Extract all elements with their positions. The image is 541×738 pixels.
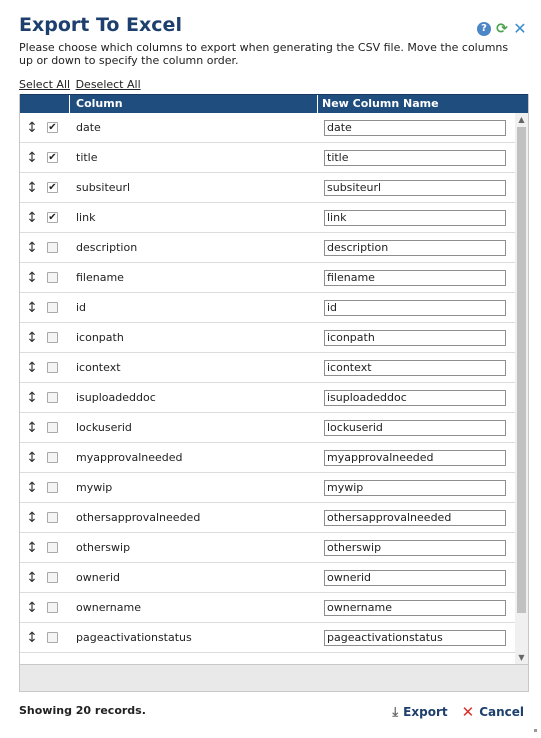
column-name: otherswip [76, 541, 131, 554]
export-button[interactable] [392, 703, 447, 721]
header-drag-spacer [20, 95, 70, 113]
grid-rows [20, 113, 528, 663]
column-name: icontext [76, 361, 121, 374]
help-icon[interactable]: ? [477, 22, 491, 36]
table-row[interactable] [20, 293, 528, 323]
deselect-all-link[interactable]: Deselect All [75, 78, 141, 91]
include-column-checkbox[interactable] [47, 542, 58, 553]
table-row[interactable] [20, 413, 528, 443]
dialog-description: Please choose which columns to export when generating the CSV file. Move the columns up or down to specify the column order. [19, 41, 509, 67]
include-column-checkbox[interactable] [47, 362, 58, 373]
refresh-icon[interactable]: ⟳ [496, 21, 508, 37]
new-column-name-header[interactable]: New Column Name [322, 97, 439, 110]
drag-handle-icon[interactable]: ↕ [26, 539, 38, 556]
include-column-checkbox[interactable] [47, 572, 58, 583]
column-name: subsiteurl [76, 181, 131, 194]
include-column-checkbox[interactable] [47, 512, 58, 523]
drag-handle-icon[interactable]: ↕ [26, 359, 38, 376]
column-name: pageactivationstatus [76, 631, 192, 644]
new-column-name-input[interactable] [324, 180, 506, 196]
column-name: iconpath [76, 331, 124, 344]
column-name: ownerid [76, 571, 121, 584]
drag-handle-icon[interactable]: ↕ [26, 389, 38, 406]
export-icon: ⤓ [392, 704, 399, 720]
new-column-name-input[interactable] [324, 420, 506, 436]
column-name: date [76, 121, 101, 134]
column-name: othersapprovalneeded [76, 511, 201, 524]
column-name: id [76, 301, 87, 314]
dialog-actions [392, 703, 524, 721]
drag-handle-icon[interactable]: ↕ [26, 239, 38, 256]
include-column-checkbox[interactable] [47, 632, 58, 643]
drag-handle-icon[interactable]: ↕ [26, 449, 38, 466]
drag-handle-icon[interactable]: ↕ [26, 179, 38, 196]
new-column-name-input[interactable] [324, 330, 506, 346]
include-column-checkbox[interactable] [47, 422, 58, 433]
new-column-name-input[interactable] [324, 540, 506, 556]
records-status: Showing 20 records. [19, 704, 146, 717]
new-column-name-input[interactable] [324, 390, 506, 406]
export-label: Export [403, 705, 448, 719]
columns-grid [19, 94, 529, 664]
include-column-checkbox[interactable]: ✔ [48, 122, 57, 133]
include-column-checkbox[interactable]: ✔ [48, 212, 57, 223]
column-name: lockuserid [76, 421, 132, 434]
include-column-checkbox[interactable] [47, 242, 58, 253]
drag-handle-icon[interactable]: ↕ [26, 629, 38, 646]
new-column-name-input[interactable] [324, 360, 506, 376]
new-column-name-input[interactable] [324, 570, 506, 586]
selection-links [19, 78, 143, 91]
drag-handle-icon[interactable]: ↕ [26, 509, 38, 526]
cancel-button[interactable] [462, 703, 524, 721]
include-column-checkbox[interactable] [47, 392, 58, 403]
include-column-checkbox[interactable] [47, 332, 58, 343]
column-name: myapprovalneeded [76, 451, 183, 464]
include-column-checkbox[interactable] [47, 272, 58, 283]
table-row[interactable] [20, 443, 528, 473]
new-column-name-input[interactable] [324, 510, 506, 526]
scroll-thumb[interactable] [517, 127, 526, 613]
scroll-down-arrow-icon[interactable]: ▼ [518, 653, 525, 662]
vertical-scrollbar[interactable] [515, 113, 528, 664]
include-column-checkbox[interactable] [47, 602, 58, 613]
table-row[interactable] [20, 143, 528, 173]
column-name: title [76, 151, 98, 164]
drag-handle-icon[interactable]: ↕ [26, 299, 38, 316]
grid-header [20, 94, 528, 113]
new-column-name-input[interactable] [324, 150, 506, 166]
new-column-name-input[interactable] [324, 240, 506, 256]
new-column-name-input[interactable] [324, 480, 506, 496]
drag-handle-icon[interactable]: ↕ [26, 269, 38, 286]
close-icon[interactable]: ✕ [513, 19, 527, 38]
include-column-checkbox[interactable]: ✔ [48, 182, 57, 193]
new-column-name-input[interactable] [324, 630, 506, 646]
table-row[interactable] [20, 593, 528, 623]
drag-handle-icon[interactable]: ↕ [26, 569, 38, 586]
drag-handle-icon[interactable]: ↕ [26, 419, 38, 436]
table-row[interactable] [20, 353, 528, 383]
table-row[interactable] [20, 533, 528, 563]
column-name: mywip [76, 481, 113, 494]
column-name: description [76, 241, 138, 254]
new-column-name-input[interactable] [324, 300, 506, 316]
resize-grip-icon[interactable] [534, 729, 537, 732]
table-row[interactable] [20, 563, 528, 593]
scroll-up-arrow-icon[interactable]: ▲ [518, 115, 525, 124]
cancel-label: Cancel [479, 705, 524, 719]
new-column-name-input[interactable] [324, 270, 506, 286]
table-row[interactable] [20, 503, 528, 533]
new-column-name-input[interactable] [324, 210, 506, 226]
drag-handle-icon[interactable]: ↕ [26, 119, 38, 136]
include-column-checkbox[interactable]: ✔ [48, 152, 57, 163]
column-header[interactable]: Column [70, 95, 318, 113]
include-column-checkbox[interactable] [47, 302, 58, 313]
column-name: isuploadeddoc [76, 391, 156, 404]
drag-handle-icon[interactable]: ↕ [26, 329, 38, 346]
include-column-checkbox[interactable] [47, 482, 58, 493]
cancel-icon: ✕ [461, 703, 475, 721]
table-row[interactable] [20, 113, 528, 143]
title-toolbar [477, 19, 527, 38]
dialog-title: Export To Excel [19, 14, 182, 36]
new-column-name-input[interactable] [324, 450, 506, 466]
drag-handle-icon[interactable]: ↕ [26, 209, 38, 226]
grid-footer [19, 664, 529, 692]
table-row[interactable] [20, 623, 528, 653]
table-row[interactable] [20, 173, 528, 203]
new-column-name-input[interactable] [324, 120, 506, 136]
select-all-link[interactable]: Select All [19, 78, 71, 91]
table-row[interactable] [20, 323, 528, 353]
table-row[interactable] [20, 233, 528, 263]
table-row[interactable] [20, 473, 528, 503]
table-row[interactable] [20, 263, 528, 293]
drag-handle-icon[interactable]: ↕ [26, 599, 38, 616]
table-row[interactable] [20, 383, 528, 413]
column-name: link [76, 211, 96, 224]
column-name: filename [76, 271, 124, 284]
include-column-checkbox[interactable] [47, 452, 58, 463]
drag-handle-icon[interactable]: ↕ [26, 149, 38, 166]
drag-handle-icon[interactable]: ↕ [26, 479, 38, 496]
column-name: ownername [76, 601, 141, 614]
table-row[interactable] [20, 203, 528, 233]
new-column-name-input[interactable] [324, 600, 506, 616]
